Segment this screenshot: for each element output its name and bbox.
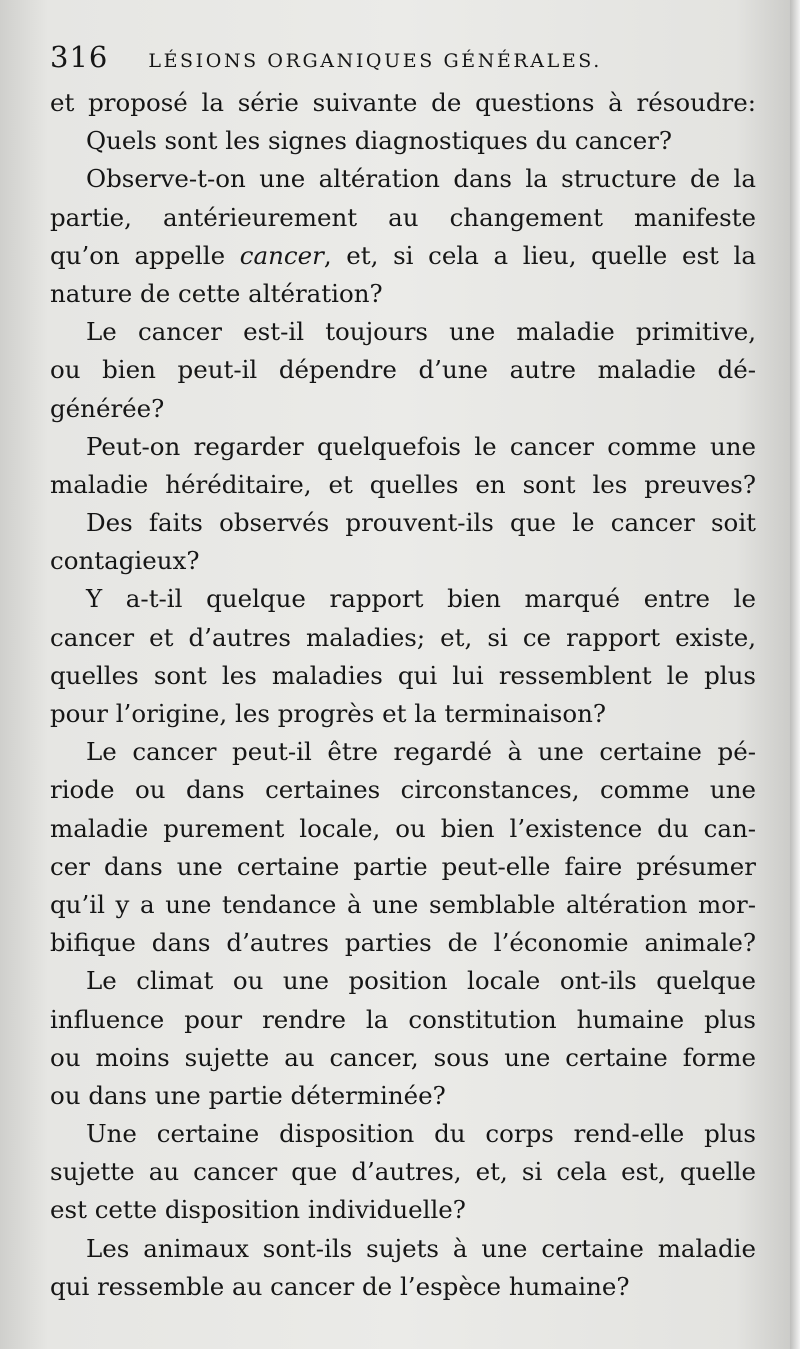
running-head: LÉSIONS ORGANIQUES GÉNÉRALES. — [148, 50, 602, 72]
text-line: Une certaine disposition du corps rend-elle plus — [86, 1119, 756, 1149]
text-line: nature de cette altération? — [50, 278, 383, 308]
text-line: ou dans une partie déterminée? — [50, 1080, 446, 1110]
text-line: quelles sont les maladies qui lui ressemblent le plus — [50, 660, 756, 690]
text-line: générée? — [50, 393, 165, 423]
text-line: partie, antérieurement au changement manifeste — [50, 202, 756, 232]
text-line: riode ou dans certaines circonstances, comme une — [50, 775, 756, 805]
text-line: maladie purement locale, ou bien l’existence du can- — [50, 813, 756, 843]
text-line: ou moins sujette au cancer, sous une certaine forme — [50, 1042, 756, 1072]
text-line-part: , et, si cela a lieu, quelle est la — [323, 240, 756, 270]
page-header — [50, 40, 760, 80]
text-line: bifique dans d’autres parties de l’économie animale? — [50, 928, 756, 958]
text-line: Y a-t-il quelque rapport bien marqué entre le — [86, 584, 756, 614]
text-line: sujette au cancer que d’autres, et, si cela est, quelle — [50, 1157, 756, 1187]
text-line: Des faits observés prouvent-ils que le cancer soit — [86, 508, 756, 538]
page-edge-shadow — [790, 0, 800, 1349]
text-line: pour l’origine, les progrès et la terminaison? — [50, 699, 607, 728]
page-number: 316 — [50, 40, 109, 74]
text-line: est cette disposition individuelle? — [50, 1195, 466, 1225]
text-line: et proposé la série suivante de questions à résoudre: — [50, 88, 756, 117]
text-line: influence pour rendre la constitution humaine plus — [50, 1004, 756, 1034]
text-line: Quels sont les signes diagnostiques du cancer? — [86, 126, 673, 156]
text-line: Le climat ou une position locale ont-ils quelque — [86, 966, 756, 996]
text-line: contagieux? — [50, 546, 200, 576]
text-line: Les animaux sont-ils sujets à une certaine maladie — [86, 1233, 756, 1263]
text-line: Le cancer est-il toujours une maladie primitive, — [86, 317, 756, 347]
text-line: cer dans une certaine partie peut-elle faire présumer — [50, 851, 756, 881]
text-line: Peut-on regarder quelquefois le cancer comme une — [86, 431, 756, 461]
emphasized-word: cancer — [239, 240, 324, 270]
body-text — [50, 84, 756, 1306]
text-line-part: qu’on appelle — [50, 240, 240, 270]
text-line — [50, 237, 756, 275]
text-line: qu’il y a une tendance à une semblable altération mor- — [50, 889, 756, 919]
text-line: qui ressemble au cancer de l’espèce humaine? — [50, 1271, 630, 1301]
text-line: maladie héréditaire, et quelles en sont les preuves? — [50, 469, 756, 499]
text-line: Le cancer peut-il être regardé à une certaine pé- — [86, 737, 756, 767]
text-line: cancer et d’autres maladies; et, si ce rapport existe, — [50, 622, 756, 652]
text-line: Observe-t-on une altération dans la structure de la — [86, 164, 756, 194]
text-line: ou bien peut-il dépendre d’une autre maladie dé- — [50, 355, 756, 385]
